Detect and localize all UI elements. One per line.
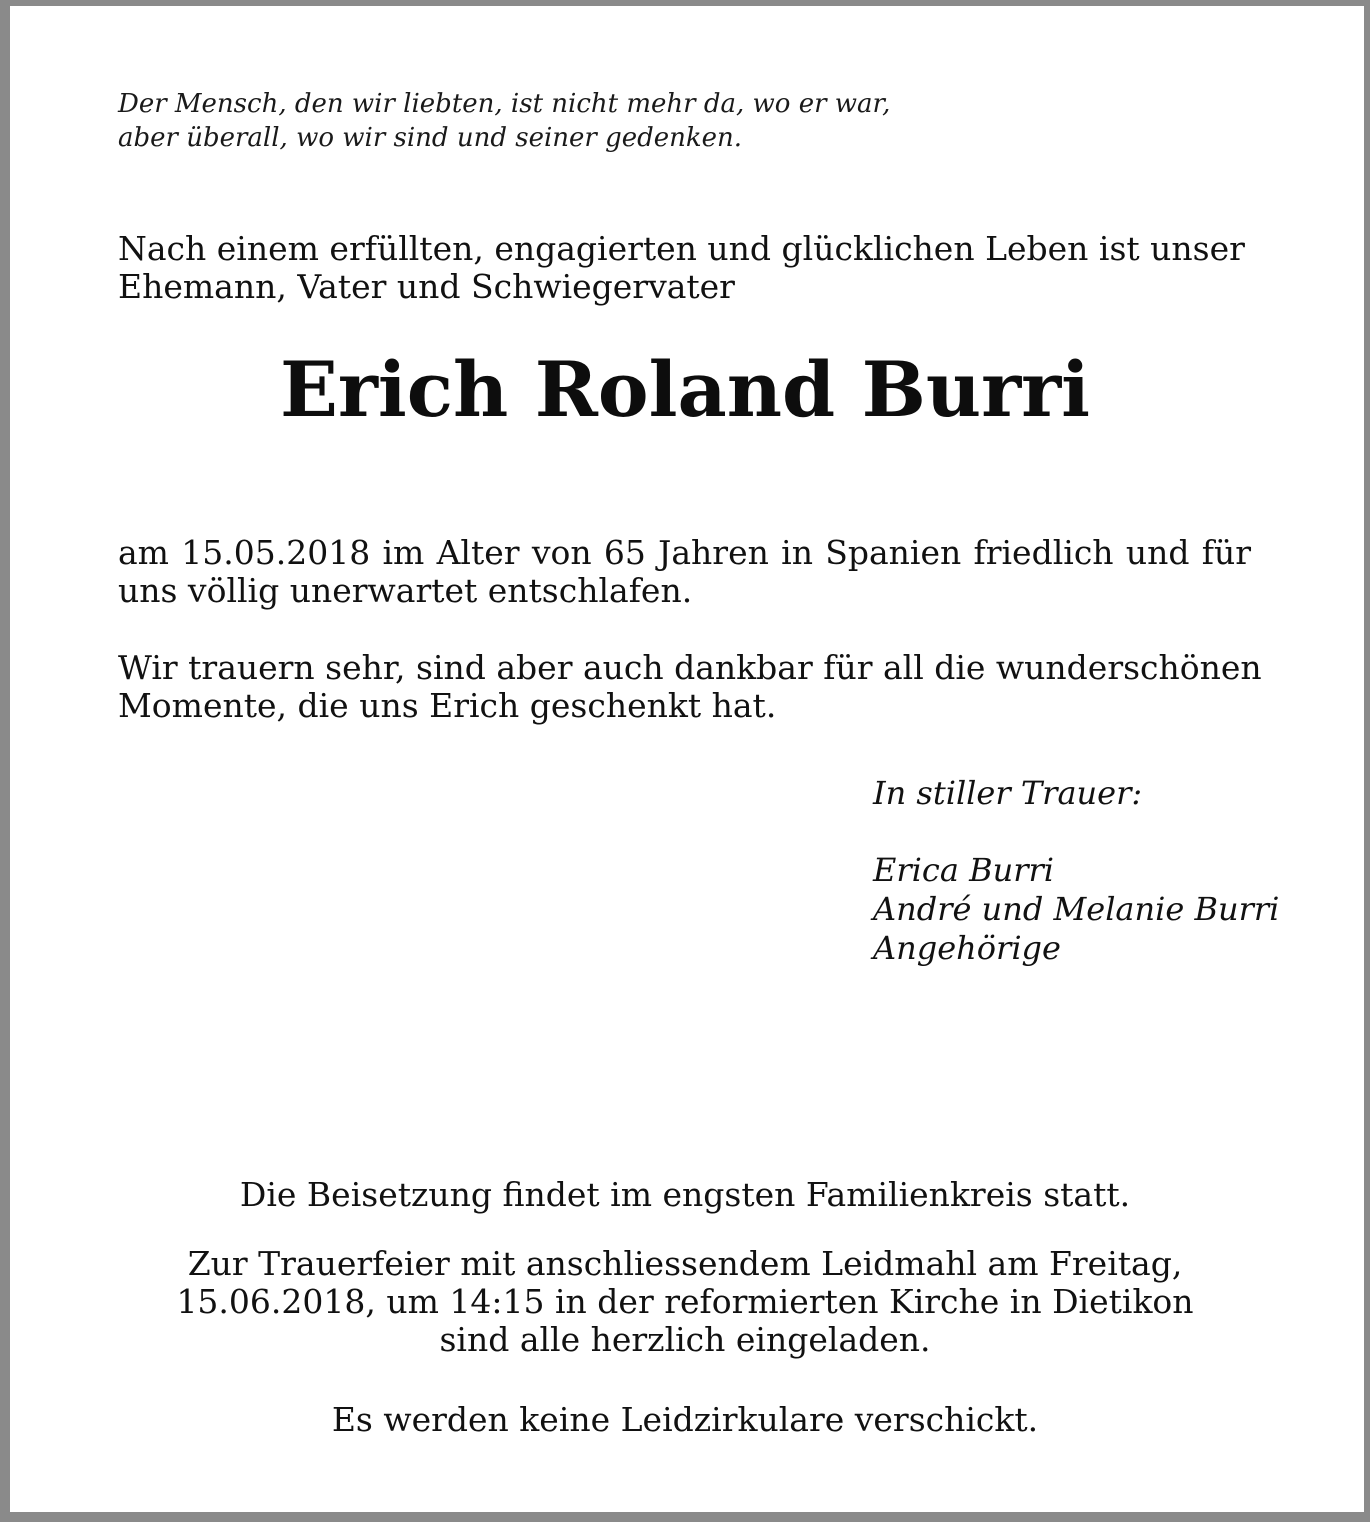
deceased-name: Erich Roland Burri (279, 345, 1091, 434)
intro-line-1: Nach einem erfüllten, engagierten und glücklichen Leben ist unser (118, 229, 1245, 268)
gratitude-line-1: Wir trauern sehr, sind aber auch dankbar für all die wunderschönen (118, 648, 1262, 687)
death-notice-line-2: uns völlig unerwartet entschlafen. (118, 571, 693, 610)
mourner-name: Erica Burri (873, 851, 1055, 889)
no-circulars-note: Es werden keine Leidzirkulare verschickt. (331, 1400, 1039, 1439)
mourner-name: Angehörige (873, 929, 1061, 967)
motto-line-1: Der Mensch, den wir liebten, ist nicht mehr da, wo er war, (118, 89, 891, 119)
mourner-name: André und Melanie Burri (873, 890, 1280, 928)
ceremony-line-1: Zur Trauerfeier mit anschliessendem Leidmahl am Freitag, (187, 1244, 1183, 1283)
death-notice-line-1: am 15.05.2018 im Alter von 65 Jahren in Spanien friedlich und für (118, 533, 1251, 572)
signature-heading: In stiller Trauer: (873, 774, 1143, 812)
burial-note: Die Beisetzung findet im engsten Familienkreis statt. (239, 1175, 1131, 1214)
ceremony-line-3: sind alle herzlich eingeladen. (439, 1320, 931, 1359)
ceremony-line-2: 15.06.2018, um 14:15 in der reformierten Kirche in Dietikon (176, 1282, 1194, 1321)
gratitude-line-2: Momente, die uns Erich geschenkt hat. (118, 686, 777, 725)
motto-line-2: aber überall, wo wir sind und seiner gedenken. (118, 123, 743, 153)
intro-line-2: Ehemann, Vater und Schwiegervater (118, 267, 735, 306)
